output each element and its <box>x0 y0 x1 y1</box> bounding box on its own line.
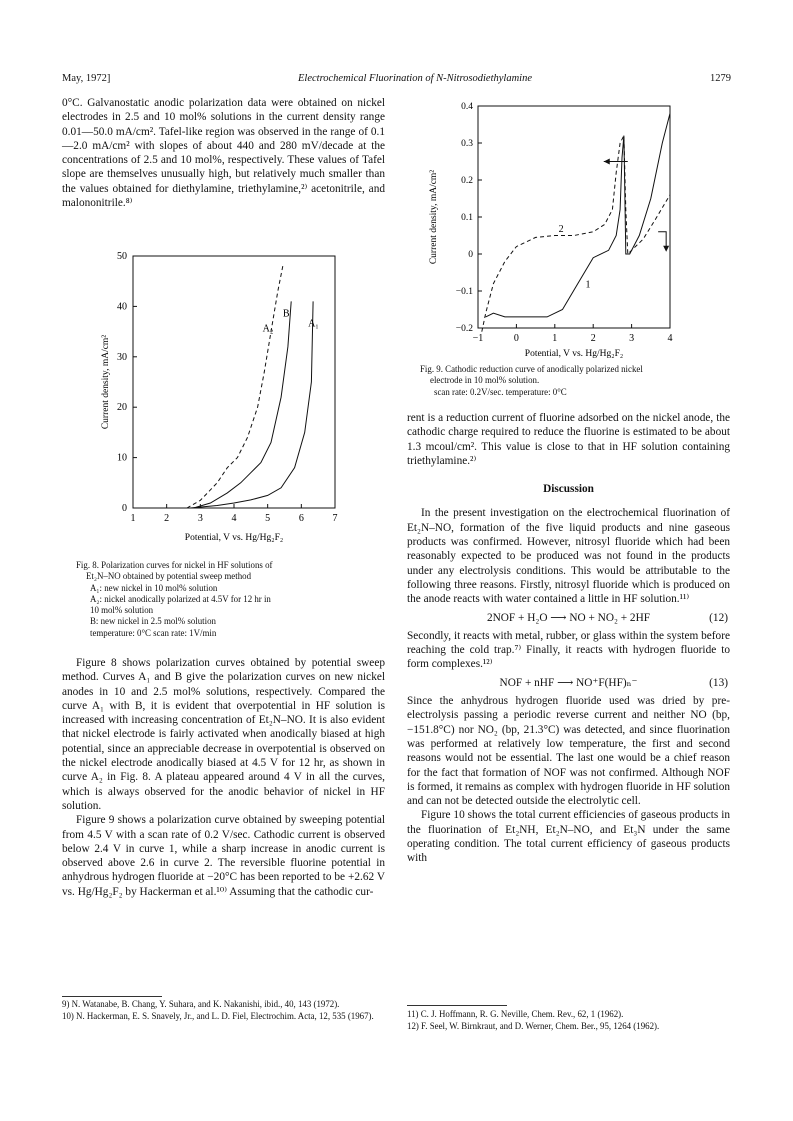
series-label: B <box>282 308 290 320</box>
paragraph-reduction: rent is a reduction current of fluorine adsorbed on the nickel anode, the cathodic charge required to reduce the fluorine is estimated to be about 1.3 mcoul/cm². This value is close to that in HF solution containing triethylamine.²⁾ <box>407 412 730 467</box>
equation-12-body: 2NOF + H₂O ⟶ NO + NO₂ + 2HF <box>486 611 651 624</box>
x-axis-label: Potential, V vs. Hg/Hg₂F₂ <box>184 533 284 543</box>
x-axis-label: Potential, V vs. Hg/Hg₂F₂ <box>524 349 624 359</box>
paragraph-fig9-discussion: Figure 9 shows a polarization curve obtained by sweeping potential from 4.5 V with a scan rate of 0.2 V/sec. Cathodic current is observed below 2.4 V in curve 1, while a sharp increase in anodic current is observed above 2.6 in curve 2. The reversible fluorine potential in anhydrous hydrogen fluoride at −20°C has been reported to be +2.62 V vs. Hg/Hg₂F₂ by Hackerman et al.¹⁰⁾ Assuming that the cathodic cur- <box>62 814 385 898</box>
x-tick-label: 1 <box>130 513 136 524</box>
y-tick-label: −0.1 <box>455 287 473 297</box>
y-tick-label: 40 <box>117 301 127 313</box>
footnote-9: 9) N. Watanabe, B. Chang, Y. Suhara, and K. Nakanishi, ibid., 40, 143 (1972). <box>62 999 340 1009</box>
y-tick-label: 0.2 <box>461 176 473 186</box>
x-tick-label: 4 <box>231 513 237 524</box>
y-tick-label: 50 <box>117 251 127 262</box>
y-tick-label: 10 <box>117 452 127 464</box>
section-heading-discussion: Discussion <box>543 483 594 496</box>
x-tick-label: 2 <box>164 513 170 524</box>
plot-frame <box>133 256 335 508</box>
footnote-12: 12) F. Seel, W. Birnkraut, and D. Werner, Chem. Ber., 95, 1264 (1962). <box>407 1020 660 1031</box>
y-tick-label: 30 <box>117 351 127 363</box>
caption-line: A₁: new nickel in 10 mol% solution <box>90 582 218 593</box>
y-tick-label: 0.4 <box>461 102 473 112</box>
figure-8-chart <box>95 246 345 558</box>
x-tick-label: 5 <box>265 513 271 524</box>
caption-line: temperature: 0°C scan rate: 1V/min <box>90 627 217 638</box>
plot-frame <box>478 106 670 328</box>
x-tick-label: 4 <box>667 333 673 344</box>
paragraph-discussion-1: In the present investigation on the electrochemical fluorination of Et₂N–NO, formation of the five liquid products and nine gaseous products was confirmed. However, nitrosyl fluoride which had been reasonably expected to be produced was not found in the products under any electrolysis conditions. This would be attributable to the following three reasons. Firstly, nitrosyl fluoride which is produced on the anode reacts with water contained a little in HF solution.¹¹⁾ <box>407 507 730 606</box>
equation-13 <box>407 676 730 690</box>
equation-13-number: (13) <box>709 676 728 689</box>
caption-line: Fig. 9. Cathodic reduction curve of anodically polarized nickel <box>420 364 643 374</box>
y-axis-label: Current density, mA/cm² <box>101 334 111 430</box>
paragraph-intro: 0°C. Galvanostatic anodic polarization data were obtained on nickel electrodes in 2.5 and 10 mol% solutions in the current density range 0.01—50.0 mA/cm². Tafel-like region was observed in the range of 0.1—2.0 mA/cm² with slopes of about 440 and 280 mV/decade at the concentrations of 2.5 and 10 mol%, respectively. These values of Tafel slope are themselves unusually high, but relatively much smaller than the values obtained for diethylamine, triethylamine,²⁾ acetonitrile, and malononitrile.⁸⁾ <box>62 97 385 210</box>
caption-line: 10 mol% solution <box>90 605 154 616</box>
footnote-rule <box>62 996 162 997</box>
x-tick-label: 6 <box>298 513 304 524</box>
left-footnotes <box>62 999 385 1022</box>
footnote-rule <box>407 1005 507 1006</box>
series-label: A₁ <box>308 318 319 330</box>
right-column-body <box>407 411 730 866</box>
caption-line: Et₂N–NO obtained by potential sweep method <box>86 571 252 582</box>
y-tick-label: 20 <box>117 402 127 414</box>
series-line-1 <box>486 113 670 317</box>
caption-line: B: new nickel in 2.5 mol% solution <box>90 616 216 627</box>
right-footnotes <box>407 1009 730 1032</box>
series-line-2 <box>482 136 670 332</box>
x-tick-label: −1 <box>472 333 484 344</box>
series-label: 1 <box>585 279 591 291</box>
figure-9-caption <box>420 364 720 398</box>
figure-8-plot <box>101 251 338 543</box>
arrow-down-head <box>663 246 669 252</box>
y-tick-label: −0.2 <box>455 324 473 334</box>
y-tick-label: 0.1 <box>461 213 473 223</box>
figure-9-chart <box>420 96 675 361</box>
x-tick-label: 3 <box>629 333 635 344</box>
equation-13-body: NOF + nHF ⟶ NO⁺F(HF)ₙ⁻ <box>499 676 638 689</box>
caption-line: scan rate: 0.2V/sec. temperature: 0°C <box>434 386 567 397</box>
x-tick-label: 3 <box>197 513 203 524</box>
x-tick-label: 1 <box>552 333 558 344</box>
running-header-title: Electrochemical Fluorination of N-Nitrosodiethylamine <box>298 73 532 84</box>
series-line-1 <box>190 301 313 508</box>
left-column-body <box>62 656 385 899</box>
x-tick-label: 7 <box>332 513 338 524</box>
caption-line: electrode in 10 mol% solution. <box>430 375 540 386</box>
footnote-11: 11) C. J. Hoffmann, R. G. Neville, Chem. Rev., 62, 1 (1962). <box>407 1009 624 1019</box>
paragraph-discussion-2: Secondly, it reacts with metal, rubber, or glass within the system before reaching the cold trap.⁷⁾ Finally, it reacts with hydrogen fluoride to form complexes.¹²⁾ <box>407 629 730 671</box>
y-tick-label: 0.3 <box>461 139 473 149</box>
y-axis-label: Current density, mA/cm² <box>429 169 439 265</box>
y-tick-label: 0 <box>468 250 473 260</box>
left-column-top <box>62 96 385 210</box>
series-label: 2 <box>558 223 564 235</box>
x-tick-label: 2 <box>590 333 596 344</box>
caption-line: A₂: nickel anodically polarized at 4.5V for 12 hr in <box>90 593 271 604</box>
paragraph-discussion-3: Since the anhydrous hydrogen fluoride used was dried by pre-electrolysis passing a periodic reverse current and neither NO (bp, −151.8°C) nor NO₂ (bp, 21.3°C) was detected, and since fluorination was performed at relatively low temperature, the first and second reasons would not be essential. The last one would be a chief reason for the fact that formation of NOF was not confirmed. Although NOF is formed, it remains as complex with hydrogen fluoride in HF solution and can not be detected outside the electrolytic cell. <box>407 695 730 808</box>
figure-9-plot <box>429 102 673 359</box>
arrow-left-head <box>604 159 610 165</box>
paragraph-fig8-discussion: Figure 8 shows polarization curves obtained by potential sweep method. Curves A₁ and B give the polarization curves on new nickel anodes in 10 and 2.5 mol% solutions, respectively. Compared the curve A₁ with B, it is evident that overpotential in HF solution is increased with increasing concentration of Et₂N–NO. It is also evident that nickel electrode is fairly activated when anodically biased at high potential, since an appreciable decrease in overpotential is observed on the nickel electrode anodically biased at 4.5 V for 12 hr, as shown in curve A₂ in Fig. 8. A plateau appeared around 4 V in all the curves, which is always observed for the anodic behavior of nickel in HF solution. <box>62 657 385 812</box>
series-label: A₂ <box>262 323 274 335</box>
caption-line: Fig. 8. Polarization curves for nickel in HF solutions of <box>76 560 273 570</box>
series-line-2 <box>187 266 283 508</box>
figure-8-caption <box>76 560 376 639</box>
footnote-10: 10) N. Hackerman, E. S. Snavely, Jr., and L. D. Fiel, Electrochim. Acta, 12, 535 (1967). <box>62 1010 374 1021</box>
x-tick-label: 0 <box>513 333 519 344</box>
y-tick-label: 0 <box>122 503 127 514</box>
equation-12 <box>407 611 730 625</box>
series-line-3 <box>194 301 292 508</box>
page-number: 1279 <box>710 73 731 84</box>
paragraph-discussion-4: Figure 10 shows the total current efficiencies of gaseous products in the fluorination of Et₂NH, Et₂N–NO, and Et₃N under the same operating condition. The total current efficiency of gaseous products with <box>407 809 730 865</box>
running-header-date: May, 1972] <box>62 73 111 84</box>
equation-12-number: (12) <box>709 611 728 624</box>
